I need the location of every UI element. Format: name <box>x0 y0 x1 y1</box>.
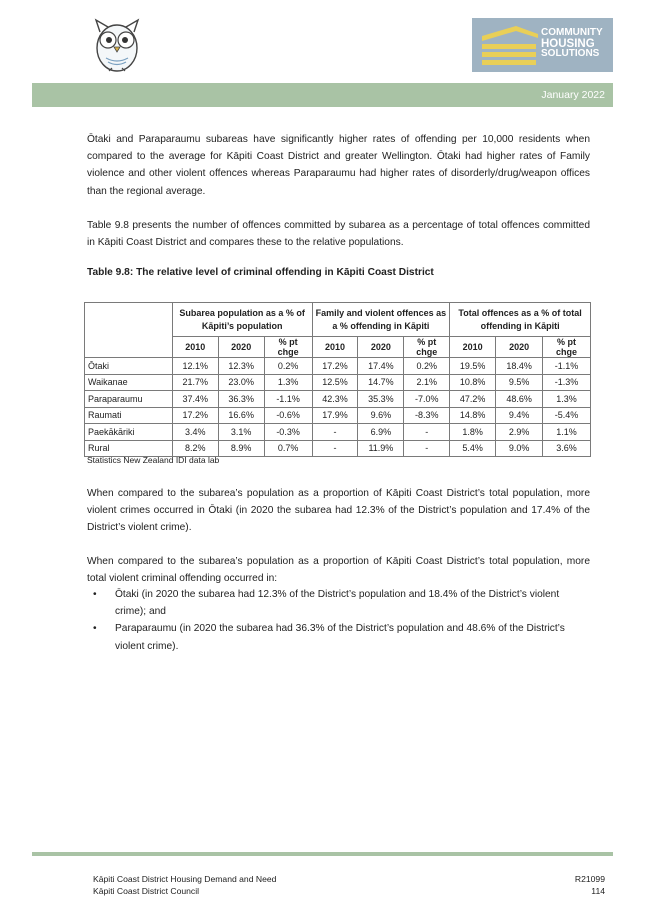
table-cell: 48.6% <box>496 391 543 408</box>
owl-logo <box>92 18 142 74</box>
table-cell: 8.9% <box>218 440 264 457</box>
footer-report-ref: R21099 <box>574 874 605 884</box>
table-caption: Table 9.8: The relative level of criminal offending in Kāpiti Coast District <box>87 267 434 278</box>
group-header-total-offences: Total offences as a % of total offending in Kāpiti <box>450 303 591 337</box>
brand-line-2: HOUSING <box>541 37 595 50</box>
table-cell: 10.8% <box>450 374 496 391</box>
subheader-pt-change: % pt chge <box>264 337 312 358</box>
table-cell: - <box>312 440 358 457</box>
table-cell: 1.3% <box>543 391 591 408</box>
subheader-pt-change: % pt chge <box>404 337 450 358</box>
list-item <box>87 620 590 654</box>
group-header-violent-offences: Family and violent offences as a % offending in Kāpiti <box>312 303 450 337</box>
table-cell: 17.9% <box>312 407 358 424</box>
table-cell: - <box>404 440 450 457</box>
table-cell: 12.3% <box>218 358 264 375</box>
paragraph-2: Table 9.8 presents the number of offences committed by subarea as a percentage of total offences committed in Kāpiti Coast District and compares these to the relative populations. <box>87 220 590 249</box>
bullet-icon: • <box>93 623 97 635</box>
table-cell: 36.3% <box>218 391 264 408</box>
table-row <box>85 374 591 391</box>
table-cell: 9.5% <box>496 374 543 391</box>
table-cell: 21.7% <box>172 374 218 391</box>
subheader-2010: 2010 <box>450 337 496 358</box>
table-row <box>85 424 591 441</box>
row-label: Rural <box>85 440 173 457</box>
table-cell: 18.4% <box>496 358 543 375</box>
offending-table <box>84 302 591 457</box>
table-row <box>85 358 591 375</box>
list-item-text: Ōtaki (in 2020 the subarea had 12.3% of the District’s population and 18.4% of the District’s violent crime); and <box>115 589 560 618</box>
report-date: January 2022 <box>541 89 605 101</box>
row-label: Paraparaumu <box>85 391 173 408</box>
table-cell: 3.6% <box>543 440 591 457</box>
table-source-note: Statistics New Zealand IDI data lab <box>87 455 220 465</box>
table-cell: 0.2% <box>264 358 312 375</box>
table-cell: 12.1% <box>172 358 218 375</box>
table-cell: 8.2% <box>172 440 218 457</box>
table-cell: - <box>404 424 450 441</box>
table-row <box>85 391 591 408</box>
row-label: Raumati <box>85 407 173 424</box>
list-item-text: Paraparaumu (in 2020 the subarea had 36.3% of the District’s population and 48.6% of the District’s violent crime). <box>115 623 565 652</box>
bullet-list <box>87 586 590 655</box>
row-label: Paekākāriki <box>85 424 173 441</box>
table-cell: 17.2% <box>312 358 358 375</box>
row-label: Waikanae <box>85 374 173 391</box>
table-cell: 11.9% <box>358 440 404 457</box>
subheader-2010: 2010 <box>172 337 218 358</box>
table-cell: 5.4% <box>450 440 496 457</box>
table-cell: 35.3% <box>358 391 404 408</box>
brand-line-1: COMMUNITY <box>541 27 603 38</box>
table-cell: 1.3% <box>264 374 312 391</box>
table-cell: 19.5% <box>450 358 496 375</box>
table-cell: 9.0% <box>496 440 543 457</box>
table-cell: -8.3% <box>404 407 450 424</box>
header-band <box>32 83 613 107</box>
paragraph-1: Ōtaki and Paraparaumu subareas have significantly higher rates of offending per 10,000 residents when compared to the average for Kāpiti Coast District and greater Wellington. Ōtaki had higher rates of Family violence and other violent offences whereas Paraparaumu had higher rates of disorderly/drug/weapon offices than the regional average. <box>87 134 590 197</box>
community-housing-solutions-logo <box>472 18 613 72</box>
table-cell: -0.6% <box>264 407 312 424</box>
table-cell: -7.0% <box>404 391 450 408</box>
subheader-2020: 2020 <box>358 337 404 358</box>
table-cell: 2.9% <box>496 424 543 441</box>
subheader-2020: 2020 <box>496 337 543 358</box>
table-cell: 3.1% <box>218 424 264 441</box>
row-label: Ōtaki <box>85 358 173 375</box>
table-cell: 1.1% <box>543 424 591 441</box>
list-item <box>87 586 590 620</box>
table-cell: 9.4% <box>496 407 543 424</box>
page-number: 114 <box>591 886 605 896</box>
footer-organisation: Kāpiti Coast District Council <box>93 886 200 896</box>
paragraph-4: When compared to the subarea’s population as a proportion of Kāpiti Coast District’s total population, more total violent criminal offending occurred in: <box>87 556 590 585</box>
footer-divider <box>32 852 613 856</box>
table-cell: 17.2% <box>172 407 218 424</box>
table-cell: 0.7% <box>264 440 312 457</box>
table-row <box>85 407 591 424</box>
table-cell: 23.0% <box>218 374 264 391</box>
table-cell: 47.2% <box>450 391 496 408</box>
table-cell: 37.4% <box>172 391 218 408</box>
subheader-2020: 2020 <box>218 337 264 358</box>
subheader-pt-change: % pt chge <box>543 337 591 358</box>
table-cell: 12.5% <box>312 374 358 391</box>
table-cell: 0.2% <box>404 358 450 375</box>
house-bars-icon <box>476 18 540 72</box>
table-cell: 6.9% <box>358 424 404 441</box>
table-cell: 14.7% <box>358 374 404 391</box>
table-cell: 42.3% <box>312 391 358 408</box>
bullet-icon: • <box>93 589 97 600</box>
table-cell: -1.3% <box>543 374 591 391</box>
table-cell: 1.8% <box>450 424 496 441</box>
table-cell: 2.1% <box>404 374 450 391</box>
table-corner-cell <box>85 303 173 358</box>
table-cell: 3.4% <box>172 424 218 441</box>
table-cell: - <box>312 424 358 441</box>
table-cell: -1.1% <box>543 358 591 375</box>
brand-line-3: SOLUTIONS <box>541 48 600 59</box>
table-cell: -1.1% <box>264 391 312 408</box>
table-cell: 17.4% <box>358 358 404 375</box>
table-cell: -5.4% <box>543 407 591 424</box>
subheader-2010: 2010 <box>312 337 358 358</box>
paragraph-3: When compared to the subarea’s population as a proportion of Kāpiti Coast District’s total population, more violent crimes occurred in Ōtaki (in 2020 the subarea had 12.3% of the District’s population and 17.4% of the District’s violent crime). <box>87 488 590 534</box>
table-cell: 16.6% <box>218 407 264 424</box>
table-cell: 9.6% <box>358 407 404 424</box>
table-cell: 14.8% <box>450 407 496 424</box>
table-cell: -0.3% <box>264 424 312 441</box>
footer-report-title: Kāpiti Coast District Housing Demand and Need <box>93 874 277 884</box>
group-header-population: Subarea population as a % of Kāpiti’s population <box>172 303 312 337</box>
